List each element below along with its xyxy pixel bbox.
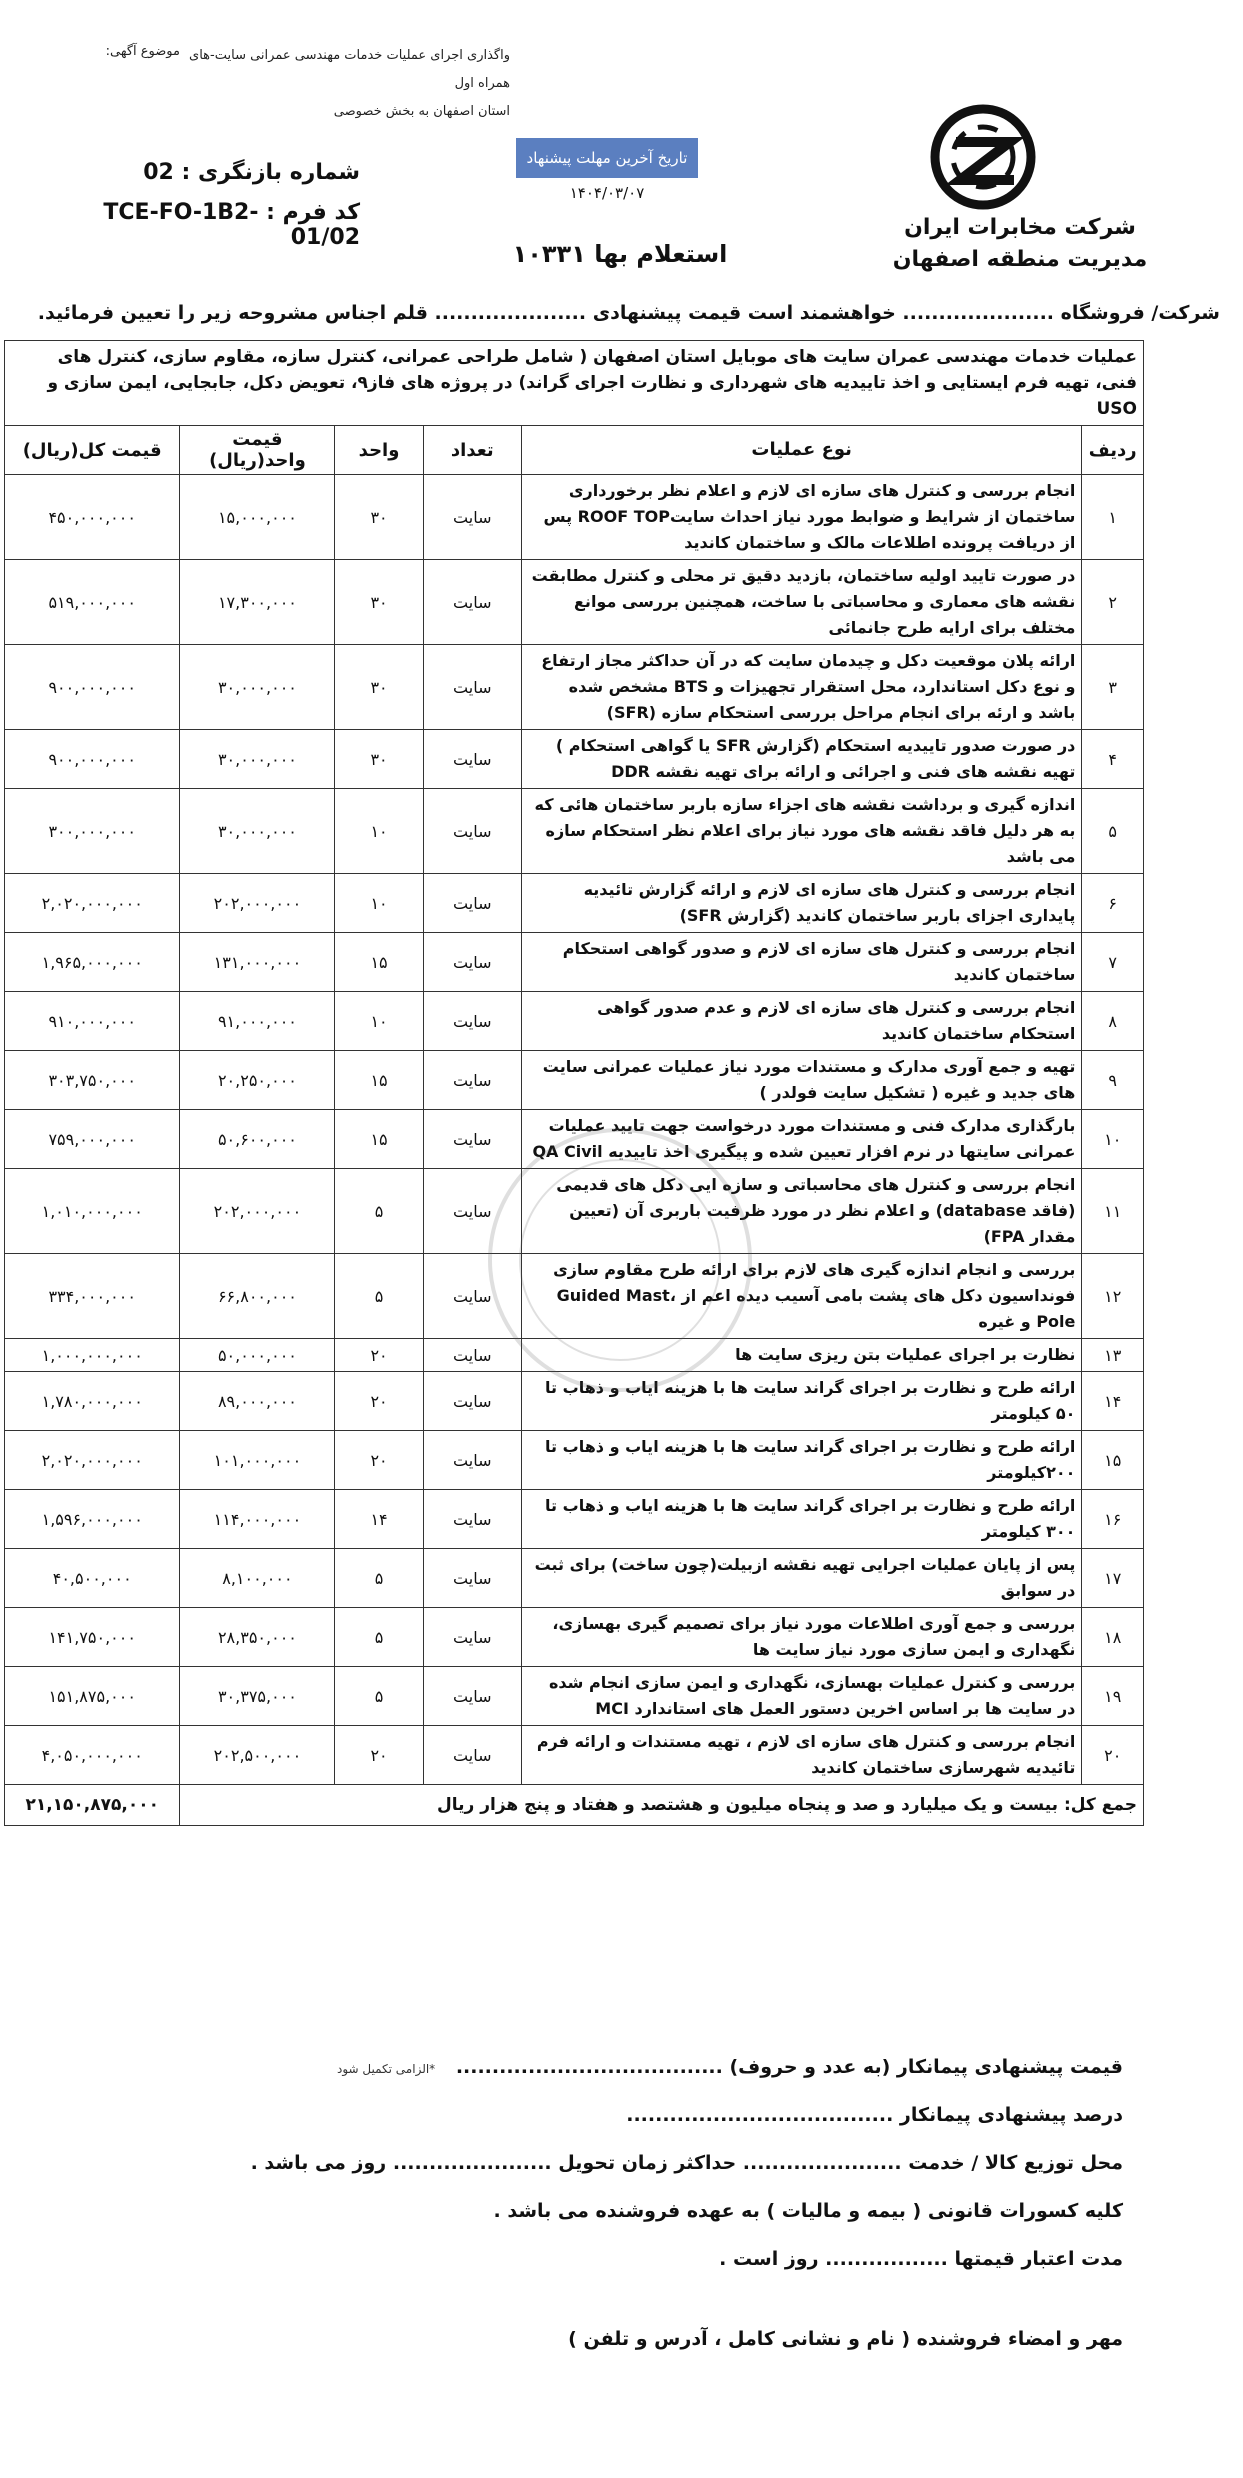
row-operation: تهیه و جمع آوری مدارک و مستندات مورد نیاز عملیات عمرانی سایت های جدید و غیره ( تشکیل سایت فولدر ) [521, 1051, 1081, 1110]
row-unit-price: ۱۵,۰۰۰,۰۰۰ [180, 475, 335, 560]
table-row [5, 1549, 1144, 1608]
row-unit-price: ۶۶,۸۰۰,۰۰۰ [180, 1254, 335, 1339]
row-total: ۹۰۰,۰۰۰,۰۰۰ [5, 730, 180, 789]
row-operation: در صورت صدور تاییدیه استحکام (گزارش SFR یا گواهی استحکام ) تهیه نقشه های فنی و اجرائی و ارائه برای تهیه نقشه DDR [521, 730, 1081, 789]
header-qty: تعداد [423, 426, 521, 475]
row-total: ۹۱۰,۰۰۰,۰۰۰ [5, 992, 180, 1051]
row-unit: ۵ [335, 1608, 423, 1667]
row-qty: سایت [423, 1051, 521, 1110]
row-qty: سایت [423, 789, 521, 874]
table-row [5, 874, 1144, 933]
row-unit: ۱۴ [335, 1490, 423, 1549]
row-operation: پس از پایان عملیات اجرایی تهیه نقشه ازبیلت(چون ساخت) برای ثبت در سوابق [521, 1549, 1081, 1608]
table-description: عملیات خدمات مهندسی عمران سایت های موبایل استان اصفهان ( شامل طراحی عمرانی، کنترل سازه، مقاوم سازی، کنترل های فنی، تهیه فرم ایستایی و اخذ تاییدیه های شهرداری و نظارت اجرای گراند) در پروژه های فاز۹، تعویض دکل، جابجایی، ایمن سازی و USO [5, 341, 1144, 426]
row-no: ۱۴ [1082, 1372, 1144, 1431]
row-operation: انجام بررسی و کنترل های سازه ای لازم و عدم صدور گواهی استحکام ساختمان کاندید [521, 992, 1081, 1051]
row-total: ۱۴۱,۷۵۰,۰۰۰ [5, 1608, 180, 1667]
table-row [5, 1608, 1144, 1667]
company-logo-icon [928, 102, 1048, 212]
row-total: ۲,۰۲۰,۰۰۰,۰۰۰ [5, 1431, 180, 1490]
header-unit: واحد [335, 426, 423, 475]
row-unit-price: ۹۱,۰۰۰,۰۰۰ [180, 992, 335, 1051]
row-total: ۲,۰۲۰,۰۰۰,۰۰۰ [5, 874, 180, 933]
row-total: ۱,۵۹۶,۰۰۰,۰۰۰ [5, 1490, 180, 1549]
table-row [5, 645, 1144, 730]
row-operation: بررسی و انجام اندازه گیری های لازم برای ارائه طرح مقاوم سازی فونداسیون دکل های پشت بامی آسیب دیده اعم از Guided Mast، Pole و غیره [521, 1254, 1081, 1339]
row-no: ۱۱ [1082, 1169, 1144, 1254]
row-unit-price: ۳۰,۰۰۰,۰۰۰ [180, 730, 335, 789]
seal-line: مهر و امضاء فروشنده ( نام و نشانی کامل ، آدرس و تلفن ) [568, 2328, 1123, 2350]
row-unit: ۲۰ [335, 1372, 423, 1431]
row-no: ۷ [1082, 933, 1144, 992]
row-operation: انجام بررسی و کنترل های سازه ای لازم و صدور گواهی استحکام ساختمان کاندید [521, 933, 1081, 992]
total-value: ۲۱,۱۵۰,۸۷۵,۰۰۰ [5, 1785, 180, 1826]
table-row [5, 1372, 1144, 1431]
table-row [5, 1254, 1144, 1339]
row-unit: ۲۰ [335, 1431, 423, 1490]
table-row [5, 560, 1144, 645]
subject-line-1: واگذاری اجرای عملیات خدمات مهندسی عمرانی سایت-های همراه اول [189, 48, 510, 91]
total-label: جمع کل: بیست و یک میلیارد و صد و پنجاه میلیون و هشتصد و هفتاد و پنج هزار ریال [180, 1785, 1144, 1826]
row-unit-price: ۲۸,۳۵۰,۰۰۰ [180, 1608, 335, 1667]
validity-line: مدت اعتبار قیمتها ................. روز است . [719, 2248, 1123, 2270]
table-row [5, 1490, 1144, 1549]
row-qty: سایت [423, 1667, 521, 1726]
row-operation: انجام بررسی و کنترل های سازه ای لازم و اعلام نظر برخورداری ساختمان از شرایط و ضوابط مورد نیاز احداث سایتROOF TOP پس از دریافت پرونده اطلاعات مالک و ساختمان کاندید [521, 475, 1081, 560]
row-unit: ۱۵ [335, 1051, 423, 1110]
row-no: ۱۶ [1082, 1490, 1144, 1549]
table-row [5, 933, 1144, 992]
subject-line-2: استان اصفهان به بخش خصوصی [333, 104, 510, 119]
row-qty: سایت [423, 475, 521, 560]
row-qty: سایت [423, 1726, 521, 1785]
row-unit: ۳۰ [335, 475, 423, 560]
table-row [5, 1339, 1144, 1372]
row-total: ۱,۰۰۰,۰۰۰,۰۰۰ [5, 1339, 180, 1372]
deadline-label: تاریخ آخرین مهلت پیشنهاد [516, 138, 698, 178]
row-no: ۲ [1082, 560, 1144, 645]
header-no: ردیف [1082, 426, 1144, 475]
table-row [5, 1169, 1144, 1254]
row-qty: سایت [423, 1372, 521, 1431]
row-unit: ۱۰ [335, 992, 423, 1051]
form-code: کد فرم : TCE-FO-1B2-01/02 [103, 200, 360, 250]
header-unit-price: قیمت واحد(ریال) [180, 426, 335, 475]
table-row [5, 1726, 1144, 1785]
row-no: ۱۸ [1082, 1608, 1144, 1667]
row-unit-price: ۱۳۱,۰۰۰,۰۰۰ [180, 933, 335, 992]
row-operation: ارائه طرح و نظارت بر اجرای گراند سایت ها با هزینه ایاب و ذهاب تا ۳۰۰ کیلومتر [521, 1490, 1081, 1549]
table-row [5, 992, 1144, 1051]
row-no: ۴ [1082, 730, 1144, 789]
row-unit-price: ۲۰۲,۰۰۰,۰۰۰ [180, 874, 335, 933]
row-unit: ۳۰ [335, 560, 423, 645]
tax-line: کلیه کسورات قانونی ( بیمه و مالیات ) به عهده فروشنده می باشد . [493, 2200, 1123, 2222]
row-unit-price: ۳۰,۳۷۵,۰۰۰ [180, 1667, 335, 1726]
revision-number: شماره بازنگری : 02 [143, 160, 360, 185]
row-unit: ۱۰ [335, 874, 423, 933]
row-total: ۳۳۴,۰۰۰,۰۰۰ [5, 1254, 180, 1339]
row-no: ۱۳ [1082, 1339, 1144, 1372]
price-offer-label: قیمت پیشنهادی پیمانکار (به عدد و حروف) ..................................... [455, 2056, 1123, 2078]
row-unit-price: ۱۷,۳۰۰,۰۰۰ [180, 560, 335, 645]
row-qty: سایت [423, 1339, 521, 1372]
row-qty: سایت [423, 874, 521, 933]
table-description-row [5, 341, 1144, 426]
row-qty: سایت [423, 730, 521, 789]
table-header-row [5, 426, 1144, 475]
row-operation: بارگذاری مدارک فنی و مستندات مورد درخواست جهت تایید عملیات عمرانی سایتها در نرم افزار تعیین شده و پیگیری اخذ تاییدیه QA Civil [521, 1110, 1081, 1169]
row-unit-price: ۸۹,۰۰۰,۰۰۰ [180, 1372, 335, 1431]
row-total: ۳۰۰,۰۰۰,۰۰۰ [5, 789, 180, 874]
row-qty: سایت [423, 1608, 521, 1667]
row-operation: در صورت تایید اولیه ساختمان، بازدید دقیق تر محلی و کنترل مطابقت نقشه های معماری و محاسباتی با ساخت، همچنین بررسی موانع مختلف برای ارایه طرح جانمائی [521, 560, 1081, 645]
row-unit: ۱۵ [335, 1110, 423, 1169]
price-offer-line [123, 2056, 1123, 2078]
row-operation: بررسی و کنترل عملیات بهسازی، نگهداری و ایمن سازی انجام شده در سایت ها بر اساس اخرین دستور العمل های استاندارد MCI [521, 1667, 1081, 1726]
row-unit: ۳۰ [335, 645, 423, 730]
total-row [5, 1785, 1144, 1826]
subject-label: موضوع آگهی: [105, 44, 180, 59]
row-unit: ۲۰ [335, 1726, 423, 1785]
row-total: ۴۵۰,۰۰۰,۰۰۰ [5, 475, 180, 560]
row-total: ۴۰,۵۰۰,۰۰۰ [5, 1549, 180, 1608]
percent-line: درصد پیشنهادی پیمانکار ..................................... [626, 2104, 1123, 2126]
row-total: ۷۵۹,۰۰۰,۰۰۰ [5, 1110, 180, 1169]
row-unit: ۵ [335, 1169, 423, 1254]
row-qty: سایت [423, 1490, 521, 1549]
table-row [5, 789, 1144, 874]
header-op: نوع عملیات [521, 426, 1081, 475]
row-unit-price: ۵۰,۰۰۰,۰۰۰ [180, 1339, 335, 1372]
table-row [5, 475, 1144, 560]
table-row [5, 1667, 1144, 1726]
row-operation: انجام بررسی و کنترل های سازه ای لازم و ارائه گزارش تائیدیه پایداری اجزای باربر ساختمان کاندید (گزارش SFR) [521, 874, 1081, 933]
row-total: ۹۰۰,۰۰۰,۰۰۰ [5, 645, 180, 730]
row-unit-price: ۲۰۲,۵۰۰,۰۰۰ [180, 1726, 335, 1785]
row-qty: سایت [423, 1431, 521, 1490]
price-table [4, 340, 1144, 1826]
row-operation: ارائه پلان موقعیت دکل و چیدمان سایت که در آن حداکثر مجاز ارتفاع و نوع دکل استاندارد، محل استقرار تجهیزات و BTS مشخص شده باشد و ارئه برای انجام مراحل بررسی استحکام سازه (SFR) [521, 645, 1081, 730]
row-operation: ارائه طرح و نظارت بر اجرای گراند سایت ها با هزینه ایاب و ذهاب تا ۵۰ کیلومتر [521, 1372, 1081, 1431]
row-qty: سایت [423, 1549, 521, 1608]
row-total: ۱,۰۱۰,۰۰۰,۰۰۰ [5, 1169, 180, 1254]
row-unit: ۵ [335, 1254, 423, 1339]
page-title: استعلام بها ۱۰۳۳۱ [512, 240, 728, 268]
row-operation: بررسی و جمع آوری اطلاعات مورد نیاز برای تصمیم گیری بهسازی، نگهداری و ایمن سازی مورد نیاز سایت ها [521, 1608, 1081, 1667]
row-qty: سایت [423, 645, 521, 730]
company-name: شرکت مخابرات ایران [904, 215, 1136, 240]
row-no: ۱۹ [1082, 1667, 1144, 1726]
row-no: ۵ [1082, 789, 1144, 874]
row-unit: ۲۰ [335, 1339, 423, 1372]
subject-text [180, 42, 510, 126]
row-no: ۱۰ [1082, 1110, 1144, 1169]
row-unit-price: ۲۰,۲۵۰,۰۰۰ [180, 1051, 335, 1110]
row-unit-price: ۱۰۱,۰۰۰,۰۰۰ [180, 1431, 335, 1490]
row-qty: سایت [423, 1110, 521, 1169]
row-qty: سایت [423, 1169, 521, 1254]
row-unit-price: ۸,۱۰۰,۰۰۰ [180, 1549, 335, 1608]
row-no: ۳ [1082, 645, 1144, 730]
row-unit-price: ۳۰,۰۰۰,۰۰۰ [180, 789, 335, 874]
row-no: ۹ [1082, 1051, 1144, 1110]
row-total: ۵۱۹,۰۰۰,۰۰۰ [5, 560, 180, 645]
table-row [5, 1431, 1144, 1490]
row-no: ۱ [1082, 475, 1144, 560]
row-unit: ۵ [335, 1549, 423, 1608]
row-unit: ۱۵ [335, 933, 423, 992]
row-no: ۱۲ [1082, 1254, 1144, 1339]
row-total: ۳۰۳,۷۵۰,۰۰۰ [5, 1051, 180, 1110]
row-operation: انجام بررسی و کنترل های سازه ای لازم ، تهیه مستندات و ارائه فرم تائیدیه شهرسازی ساختمان کاندید [521, 1726, 1081, 1785]
row-no: ۱۷ [1082, 1549, 1144, 1608]
row-unit-price: ۳۰,۰۰۰,۰۰۰ [180, 645, 335, 730]
company-region: مدیریت منطقه اصفهان [892, 247, 1148, 272]
table-row [5, 1051, 1144, 1110]
delivery-line: محل توزیع کالا / خدمت ...................... حداکثر زمان تحویل ...................... روز می باشد . [250, 2152, 1123, 2174]
row-no: ۶ [1082, 874, 1144, 933]
row-unit-price: ۵۰,۶۰۰,۰۰۰ [180, 1110, 335, 1169]
row-unit-price: ۱۱۴,۰۰۰,۰۰۰ [180, 1490, 335, 1549]
row-operation: انجام بررسی و کنترل های محاسباتی و سازه ایی دکل های قدیمی (فاقد database) و اعلام نظر در مورد ظرفیت باربری آن (تعیین مقدار FPA) [521, 1169, 1081, 1254]
row-no: ۸ [1082, 992, 1144, 1051]
company-name-block [870, 212, 1170, 276]
table-row [5, 730, 1144, 789]
row-qty: سایت [423, 933, 521, 992]
row-unit: ۳۰ [335, 730, 423, 789]
row-unit: ۵ [335, 1667, 423, 1726]
request-line: شرکت/ فروشگاه ..................... خواهشمند است قیمت پیشنهادی ..................... قلم اجناس مشروحه زیر را تعیین فرمائید. [37, 302, 1220, 324]
row-total: ۴,۰۵۰,۰۰۰,۰۰۰ [5, 1726, 180, 1785]
row-operation: نظارت بر اجرای عملیات بتن ریزی سایت ها [521, 1339, 1081, 1372]
row-total: ۱۵۱,۸۷۵,۰۰۰ [5, 1667, 180, 1726]
row-operation: ارائه طرح و نظارت بر اجرای گراند سایت ها با هزینه ایاب و ذهاب تا ۲۰۰کیلومتر [521, 1431, 1081, 1490]
row-operation: اندازه گیری و برداشت نقشه های اجزاء سازه باربر ساختمان هائی که به هر دلیل فاقد نقشه های مورد نیاز برای اعلام نظر استحکام سازه می باشد [521, 789, 1081, 874]
price-offer-note: *الزامی تکمیل شود [336, 2062, 436, 2076]
row-qty: سایت [423, 560, 521, 645]
row-qty: سایت [423, 992, 521, 1051]
row-no: ۲۰ [1082, 1726, 1144, 1785]
row-unit-price: ۲۰۲,۰۰۰,۰۰۰ [180, 1169, 335, 1254]
row-qty: سایت [423, 1254, 521, 1339]
deadline-date: ۱۴۰۴/۰۳/۰۷ [569, 184, 645, 202]
row-unit: ۱۰ [335, 789, 423, 874]
row-total: ۱,۷۸۰,۰۰۰,۰۰۰ [5, 1372, 180, 1431]
row-no: ۱۵ [1082, 1431, 1144, 1490]
header-total: قیمت کل(ریال) [5, 426, 180, 475]
row-total: ۱,۹۶۵,۰۰۰,۰۰۰ [5, 933, 180, 992]
table-row [5, 1110, 1144, 1169]
